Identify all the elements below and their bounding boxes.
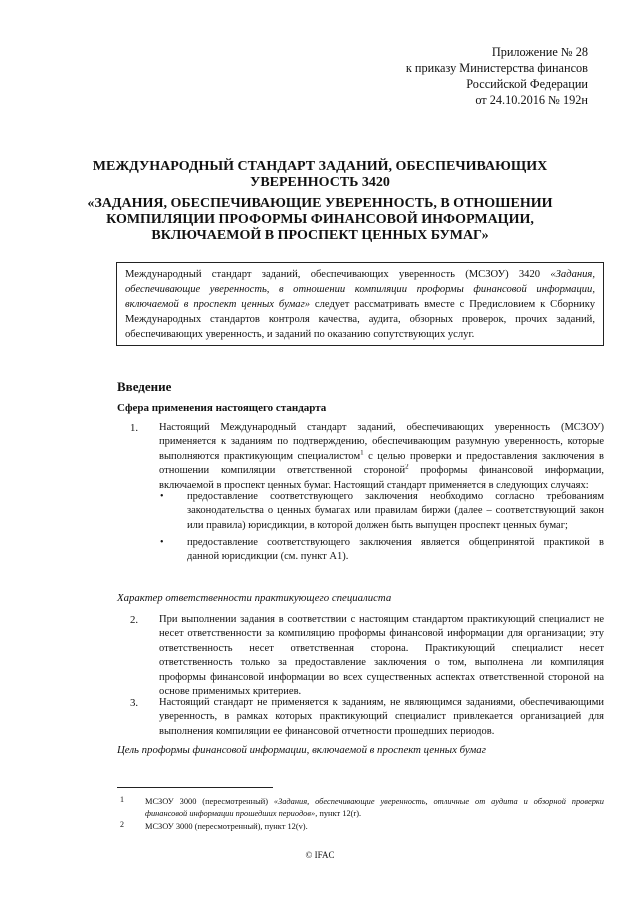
preamble-line: Международных стандартов контроля качества, аудита, обзорных проверок, прочих заданий, [125, 314, 595, 325]
preamble-line: обеспечивающие уверенность, в отношении компиляции проформы финансовой информации, [125, 284, 595, 295]
title-line: «ЗАДАНИЯ, ОБЕСПЕЧИВАЮЩИЕ УВЕРЕННОСТЬ, В ОТНОШЕНИИ [87, 196, 553, 211]
paragraph-line: несет ответственности за компиляцию проформы финансовой информации для организации; эту [159, 628, 604, 640]
paragraph-line: При выполнении задания в соответствии с настоящим стандартом практикующий специалист не [159, 614, 604, 625]
subsection-heading-responsibility: Характер ответственности практикующего специалиста [117, 592, 392, 604]
footnote-1 [145, 796, 604, 820]
paragraph-line: выполнения компиляции ее финансовой отчетности прошедших периодов. [159, 725, 495, 737]
paragraph-line: предоставление соответствующего заключения является общепринятой практикой в [187, 537, 604, 548]
bullet-item [187, 536, 604, 565]
footnote-line: МСЗОУ 3000 (пересмотренный) «Задания, обеспечивающие уверенность, отличные от аудита и обзорной проверки [145, 797, 604, 806]
paragraph-line: предоставление соответствующего заключения необходимо согласно требованиям [187, 491, 604, 502]
paragraph-line: Настоящий Международный стандарт заданий, обеспечивающих уверенность (МСЗОУ) [159, 422, 604, 433]
appendix-line: от 24.10.2016 № 192н [475, 93, 588, 107]
footnote-number: 1 [120, 795, 124, 804]
appendix-header [406, 44, 588, 108]
paragraph-3 [159, 696, 604, 739]
paragraph-line: ответственность только за предоставление заключения о том, выполнена ли компиляция [159, 657, 604, 669]
paragraph-line: основе применимых критериев. [159, 685, 302, 697]
footnote-ref[interactable]: 2 [405, 464, 409, 471]
paragraph-1 [159, 421, 604, 493]
footnote-line: финансовой информации прошедших периодов», пункт 12(r). [145, 809, 362, 818]
paragraph-line: выполняются практикующим специалистом$^1$ с целью проверки и предоставления заключения в [159, 449, 604, 462]
paragraph-line: включаемой в проспект ценных бумаг. Настоящий стандарт применяется в следующих случаях: [159, 479, 589, 491]
paragraph-number: 3. [130, 697, 139, 709]
title-line: ВКЛЮЧАЕМОЙ В ПРОСПЕКТ ЦЕННЫХ БУМАГ» [151, 228, 489, 243]
preamble-line: Международный стандарт заданий, обеспечивающих уверенность (МСЗОУ) 3420 «Задания, [125, 269, 595, 280]
paragraph-line: законодательства о ценных бумагах или правилам биржи (далее – соответствующий закон [187, 505, 604, 517]
paragraph-2 [159, 613, 604, 699]
paragraph-line: применяется к заданиям по подтверждению, обеспечивающим разумную уверенность, которые [159, 436, 604, 448]
paragraph-line: данной юрисдикции (см. пункт А1). [187, 551, 349, 563]
subsection-heading-scope: Сфера применения настоящего стандарта [117, 402, 327, 414]
title-line: УВЕРЕННОСТЬ 3420 [250, 175, 390, 190]
appendix-line: к приказу Министерства финансов [405, 61, 588, 75]
paragraph-line: проформы финансовой информации во всех существенных аспектах ответственной стороной на [159, 671, 604, 683]
copyright-footer: © IFAC [305, 850, 335, 860]
paragraph-number: 1. [130, 422, 139, 434]
paragraph-line: ответственность несет ответственная сторона. Практикующий специалист несет [159, 642, 604, 654]
paragraph-line: Настоящий стандарт не применяется к заданиям, не являющимся заданиями, обеспечивающими [159, 697, 604, 708]
bullet-item [187, 490, 604, 533]
bullet-icon: • [160, 537, 164, 548]
footnote-divider [117, 787, 273, 788]
preamble-box [116, 262, 604, 346]
standard-title [60, 159, 580, 191]
appendix-line: Российской Федерации [466, 77, 588, 91]
footnote-number: 2 [120, 820, 124, 829]
paragraph-line: уверенность, в рамках которых практикующий специалист привлекается организацией для [159, 711, 604, 723]
subsection-heading-purpose: Цель проформы финансовой информации, включаемой в проспект ценных бумаг [117, 744, 486, 756]
paragraph-line: отношении компиляции ответственной стороной$^2$ проформы финансовой информации, [159, 464, 604, 477]
preamble-line: включаемой в проспект ценных бумаг» следует рассматривать вместе с Предисловием к Сборнику [125, 299, 595, 310]
footnote-line: МСЗОУ 3000 (пересмотренный), пункт 12(v). [145, 822, 308, 831]
title-line: МЕЖДУНАРОДНЫЙ СТАНДАРТ ЗАДАНИЙ, ОБЕСПЕЧИВАЮЩИХ [92, 159, 548, 174]
preamble-line: обеспечивающих уверенность, и заданий по оказанию сопутствующих услуг. [125, 329, 475, 340]
bullet-icon: • [160, 491, 164, 502]
footnote-2 [145, 821, 604, 833]
paragraph-number: 2. [130, 614, 139, 626]
title-line: КОМПИЛЯЦИИ ПРОФОРМЫ ФИНАНСОВОЙ ИНФОРМАЦИИ, [106, 212, 534, 227]
appendix-line: Приложение № 28 [491, 45, 588, 59]
footnote-ref[interactable]: 1 [360, 449, 364, 457]
paragraph-line: или правила) юрисдикции, в которой должен быть выпущен проспект ценных бумаг; [187, 519, 568, 531]
section-heading-intro: Введение [117, 379, 172, 394]
standard-subtitle [60, 196, 580, 244]
